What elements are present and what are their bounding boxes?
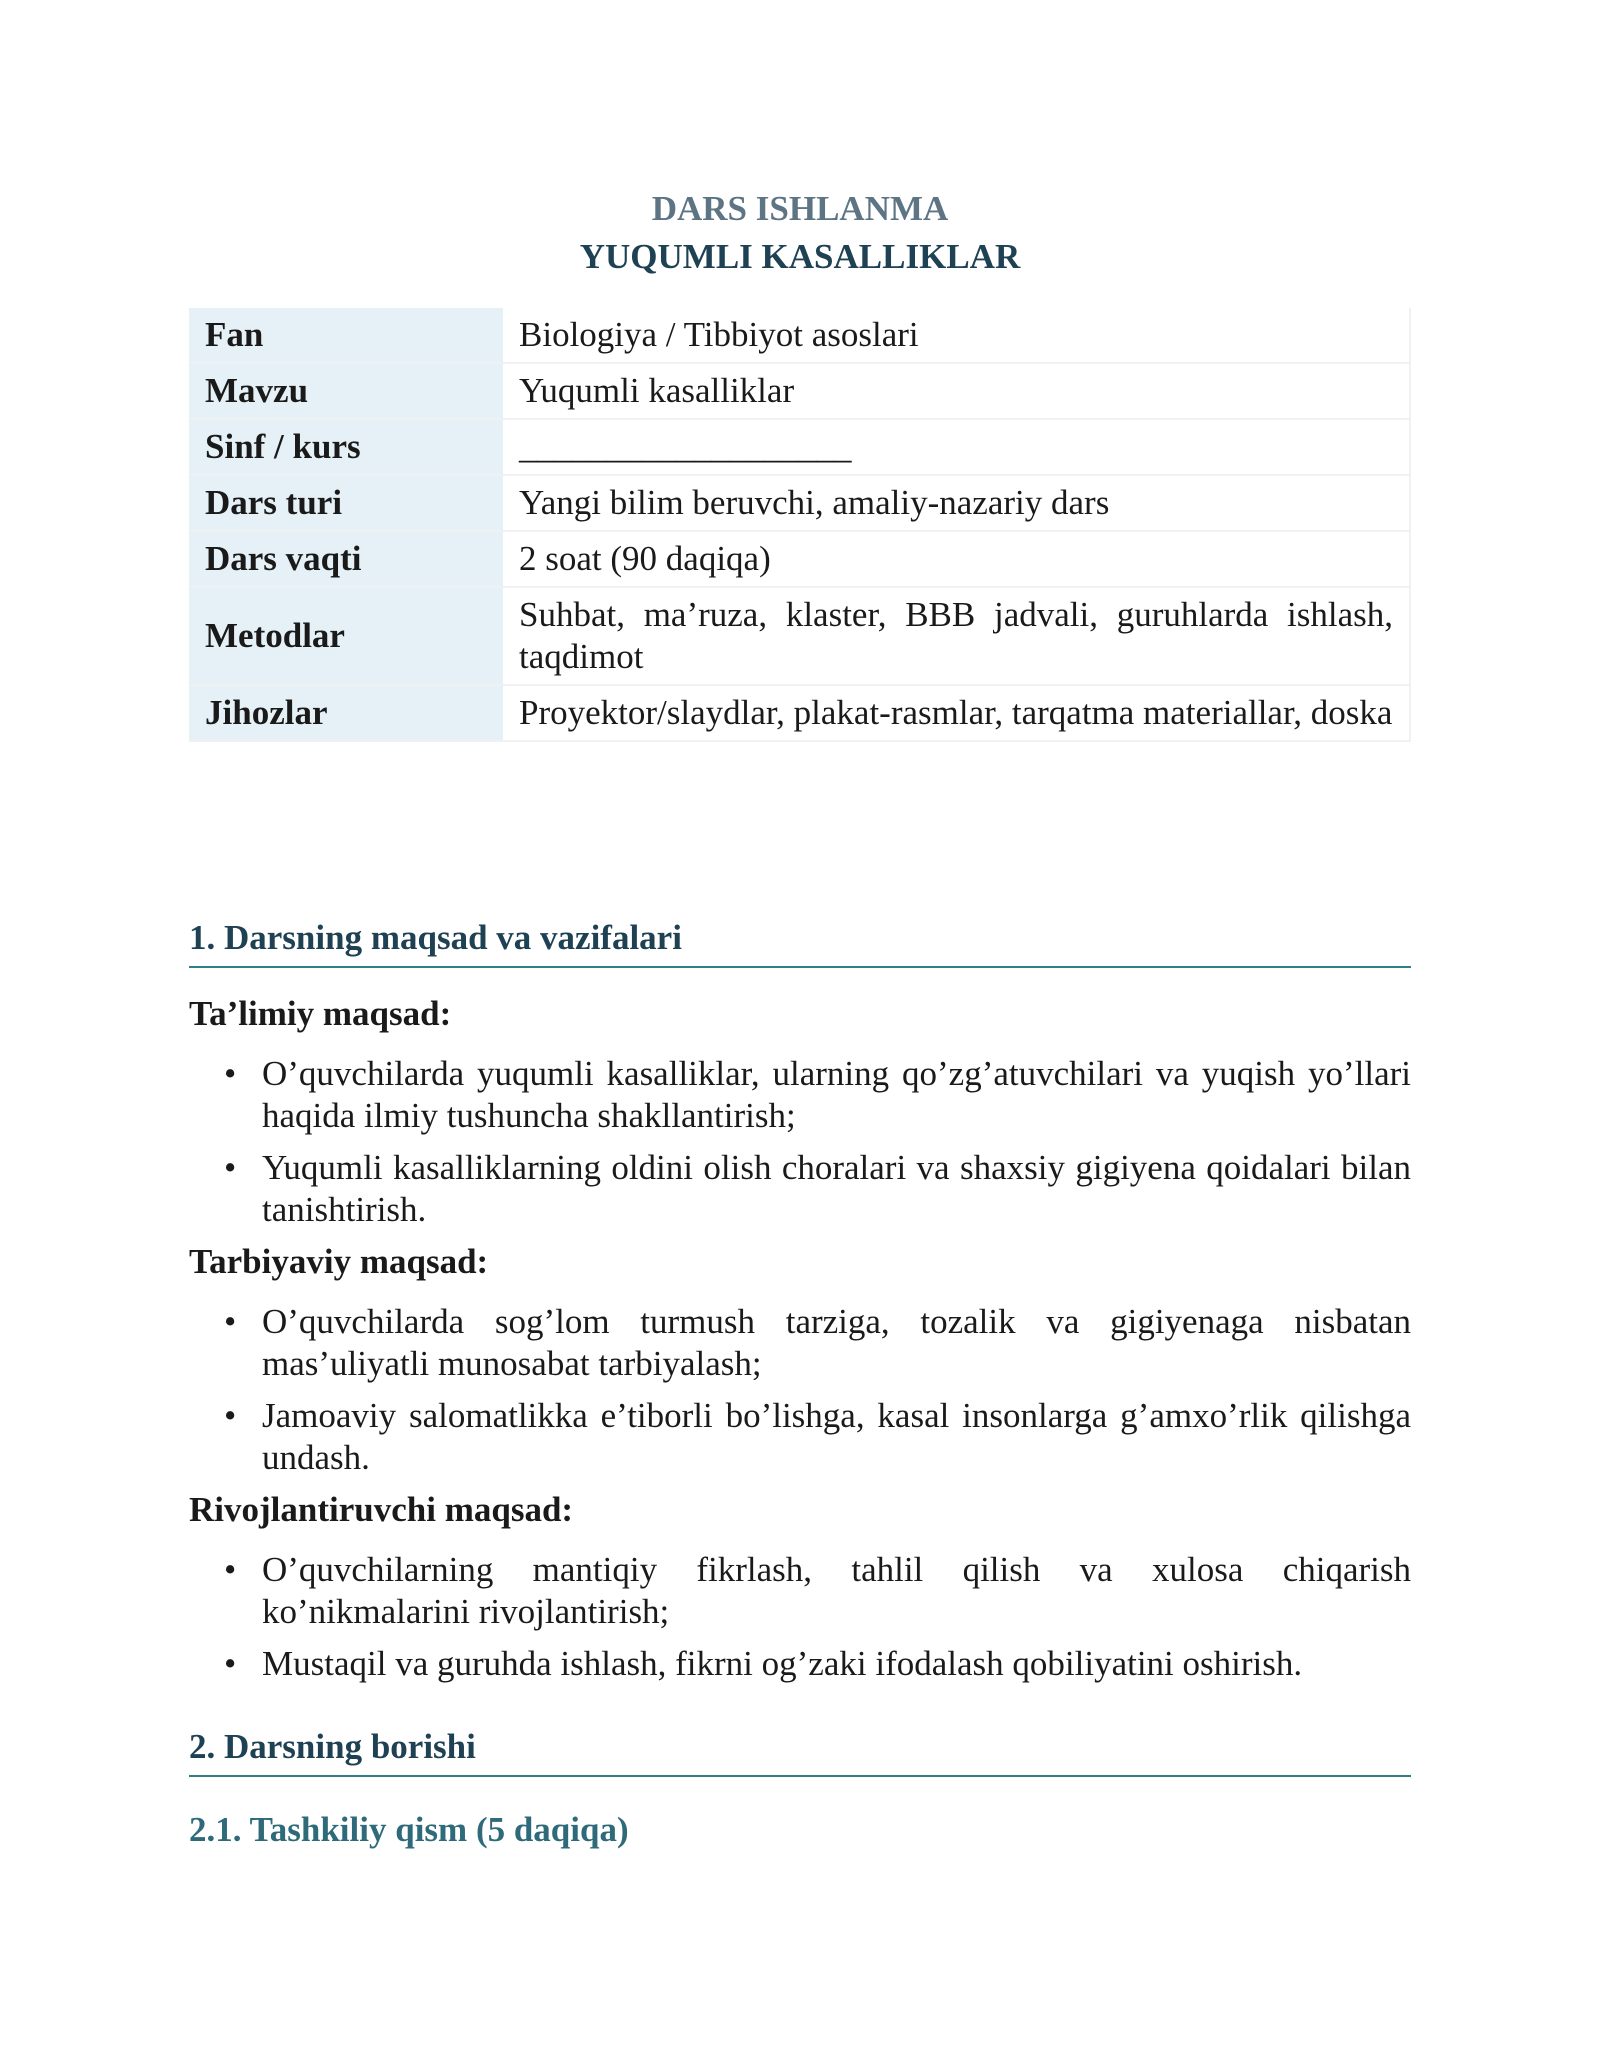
list-item-text: O’quvchilarda sog’lom turmush tarziga, tozalik va gigiyenaga nisbatan mas’uliyatli munosabat tarbiyalash; bbox=[262, 1302, 1411, 1383]
info-key: Fan bbox=[189, 308, 503, 363]
goal-group-title: Rivojlantiruvchi maqsad: bbox=[189, 1490, 574, 1529]
table-row bbox=[189, 587, 1410, 685]
section-heading: 2. Darsning borishi bbox=[189, 1727, 1411, 1777]
list-item-text: Mustaqil va guruhda ishlash, fikrni og’zaki ifodalash qobiliyatini oshirish. bbox=[262, 1644, 1303, 1683]
bullet-icon: • bbox=[224, 1302, 237, 1341]
info-value: Proyektor/slaydlar, plakat-rasmlar, tarqatma materiallar, doska bbox=[503, 685, 1410, 741]
lesson-info-table bbox=[189, 308, 1411, 742]
list-item bbox=[189, 1147, 1411, 1231]
section-heading: 1. Darsning maqsad va vazifalari bbox=[189, 918, 1411, 968]
info-key: Jihozlar bbox=[189, 685, 503, 741]
goal-group-title: Tarbiyaviy maqsad: bbox=[189, 1242, 489, 1281]
bullet-icon: • bbox=[224, 1644, 237, 1683]
info-value: Yuqumli kasalliklar bbox=[503, 363, 1410, 419]
info-key: Metodlar bbox=[189, 587, 503, 685]
table-row bbox=[189, 363, 1410, 419]
table-row bbox=[189, 531, 1410, 587]
info-value: Suhbat, ma’ruza, klaster, BBB jadvali, guruhlarda ishlash, taqdimot bbox=[503, 587, 1410, 685]
list-item-text: Yuqumli kasalliklarning oldini olish choralari va shaxsiy gigiyena qoidalari bilan tanishtirish. bbox=[262, 1148, 1411, 1229]
table-row bbox=[189, 419, 1410, 475]
info-key: Mavzu bbox=[189, 363, 503, 419]
info-key: Dars turi bbox=[189, 475, 503, 531]
table-row bbox=[189, 475, 1410, 531]
goal-list bbox=[189, 1549, 1411, 1695]
info-key: Sinf / kurs bbox=[189, 419, 503, 475]
list-item-text: O’quvchilarda yuqumli kasalliklar, ularning qo’zg’atuvchilari va yuqish yo’llari haqida ilmiy tushuncha shakllantirish; bbox=[262, 1054, 1411, 1135]
list-item bbox=[189, 1549, 1411, 1633]
list-item bbox=[189, 1643, 1411, 1685]
info-key: Dars vaqti bbox=[189, 531, 503, 587]
table-row bbox=[189, 308, 1410, 363]
document-title: DARS ISHLANMA bbox=[651, 189, 949, 228]
info-value: Biologiya / Tibbiyot asoslari bbox=[503, 308, 1410, 363]
document-subtitle: YUQUMLI KASALLIKLAR bbox=[579, 237, 1021, 276]
list-item-text: O’quvchilarning mantiqiy fikrlash, tahlil qilish va xulosa chiqarish ko’nikmalarini rivojlantirish; bbox=[262, 1550, 1411, 1631]
bullet-icon: • bbox=[224, 1396, 237, 1435]
bullet-icon: • bbox=[224, 1148, 237, 1187]
subsection-heading: 2.1. Tashkiliy qism (5 daqiqa) bbox=[189, 1810, 629, 1849]
goal-group-title: Ta’limiy maqsad: bbox=[189, 994, 452, 1033]
info-value: ___________________ bbox=[503, 419, 1410, 475]
list-item bbox=[189, 1053, 1411, 1137]
list-item bbox=[189, 1395, 1411, 1479]
table-row bbox=[189, 685, 1410, 741]
info-value: Yangi bilim beruvchi, amaliy-nazariy dars bbox=[503, 475, 1410, 531]
goal-list bbox=[189, 1053, 1411, 1241]
bullet-icon: • bbox=[224, 1054, 237, 1093]
list-item-text: Jamoaviy salomatlikka e’tiborli bo’lishga, kasal insonlarga g’amxo’rlik qilishga undash. bbox=[262, 1396, 1411, 1477]
goal-list bbox=[189, 1301, 1411, 1489]
bullet-icon: • bbox=[224, 1550, 237, 1589]
info-value: 2 soat (90 daqiqa) bbox=[503, 531, 1410, 587]
list-item bbox=[189, 1301, 1411, 1385]
